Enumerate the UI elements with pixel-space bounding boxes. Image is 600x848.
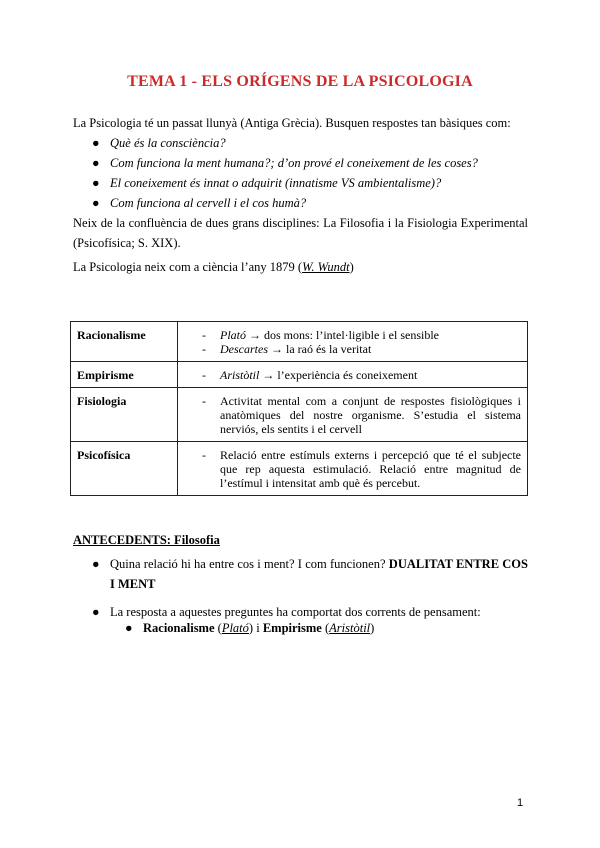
- antecedents-list: [73, 554, 528, 622]
- sub-list-item: ● Racionalisme (Plató) i Empirisme (Aristòtil): [125, 618, 525, 638]
- arrow-right-icon: →: [249, 328, 261, 342]
- bullet-icon: ●: [92, 605, 100, 619]
- page-title: TEMA 1 - ELS ORÍGENS DE LA PSICOLOGIA: [127, 73, 473, 90]
- table-row: [71, 442, 528, 496]
- table-value: - Aristòtil → l’experiència és coneixement: [178, 362, 528, 388]
- list-item: ● El coneixement és innat o adquirit (innatisme VS ambientalisme)?: [73, 173, 528, 193]
- author-aristotil: Aristòtil: [329, 621, 371, 635]
- table-row: [71, 388, 528, 442]
- table-value: - Plató → dos mons: l’intel·ligible i el sensible - Descartes → la raó és la veritat: [178, 322, 528, 362]
- table-row: [71, 362, 528, 388]
- bullet-icon: ●: [92, 196, 100, 210]
- schools-table: [70, 321, 528, 496]
- table-row: [71, 322, 528, 362]
- page-number: 1: [517, 797, 524, 809]
- bullet-icon: ●: [92, 156, 100, 170]
- arrow-right-icon: →: [262, 368, 275, 382]
- list-item: ● La resposta a aquestes preguntes ha comportat dos corrents de pensament:: [73, 602, 528, 622]
- bullet-icon: ●: [92, 557, 100, 571]
- section-heading: ANTECEDENTS: Filosofia: [73, 533, 220, 547]
- list-item: ● Quina relació hi ha entre cos i ment? I com funcionen? DUALITAT ENTRE COS I MENT: [73, 554, 528, 594]
- bullet-icon: ●: [92, 136, 100, 150]
- table-value: - Relació entre estímuls externs i percepció que té el subjecte que rep aquesta estimulació. Relació entre magnitud de l’estímul i intensitat amb què és percebut.: [178, 442, 528, 496]
- list-item: ● Com funciona al cervell i el cos humà?: [73, 193, 528, 213]
- table-value: - Activitat mental com a conjunt de respostes fisiològiques i anatòmiques del nostre organisme. S’estudia el sistema nerviós, els sentits i el cervell: [178, 388, 528, 442]
- arrow-right-icon: →: [271, 342, 283, 356]
- bullet-icon: ●: [92, 176, 100, 190]
- author-wundt: W. Wundt: [302, 260, 350, 274]
- intro-paragraph: La Psicologia té un passat llunyà (Antiga Grècia). Busquen respostes tan bàsiques com:: [73, 116, 511, 130]
- author-plato: Plató: [221, 621, 249, 635]
- birth-paragraph: La Psicologia neix com a ciència l’any 1879 (W. Wundt): [73, 260, 354, 274]
- table-key: Racionalisme: [71, 322, 178, 362]
- question-list: [73, 133, 528, 213]
- bullet-icon: ●: [125, 621, 133, 635]
- list-item: ● Com funciona la ment humana?; d’on prové el coneixement de les coses?: [73, 153, 528, 173]
- table-key: Psicofísica: [71, 442, 178, 496]
- table-key: Empirisme: [71, 362, 178, 388]
- list-item: ● Què és la consciència?: [73, 133, 528, 153]
- table-key: Fisiologia: [71, 388, 178, 442]
- confluence-paragraph: Neix de la confluència de dues grans disciplines: La Filosofia i la Fisiologia Experimental (Psicofísica; S. XIX).: [73, 216, 528, 250]
